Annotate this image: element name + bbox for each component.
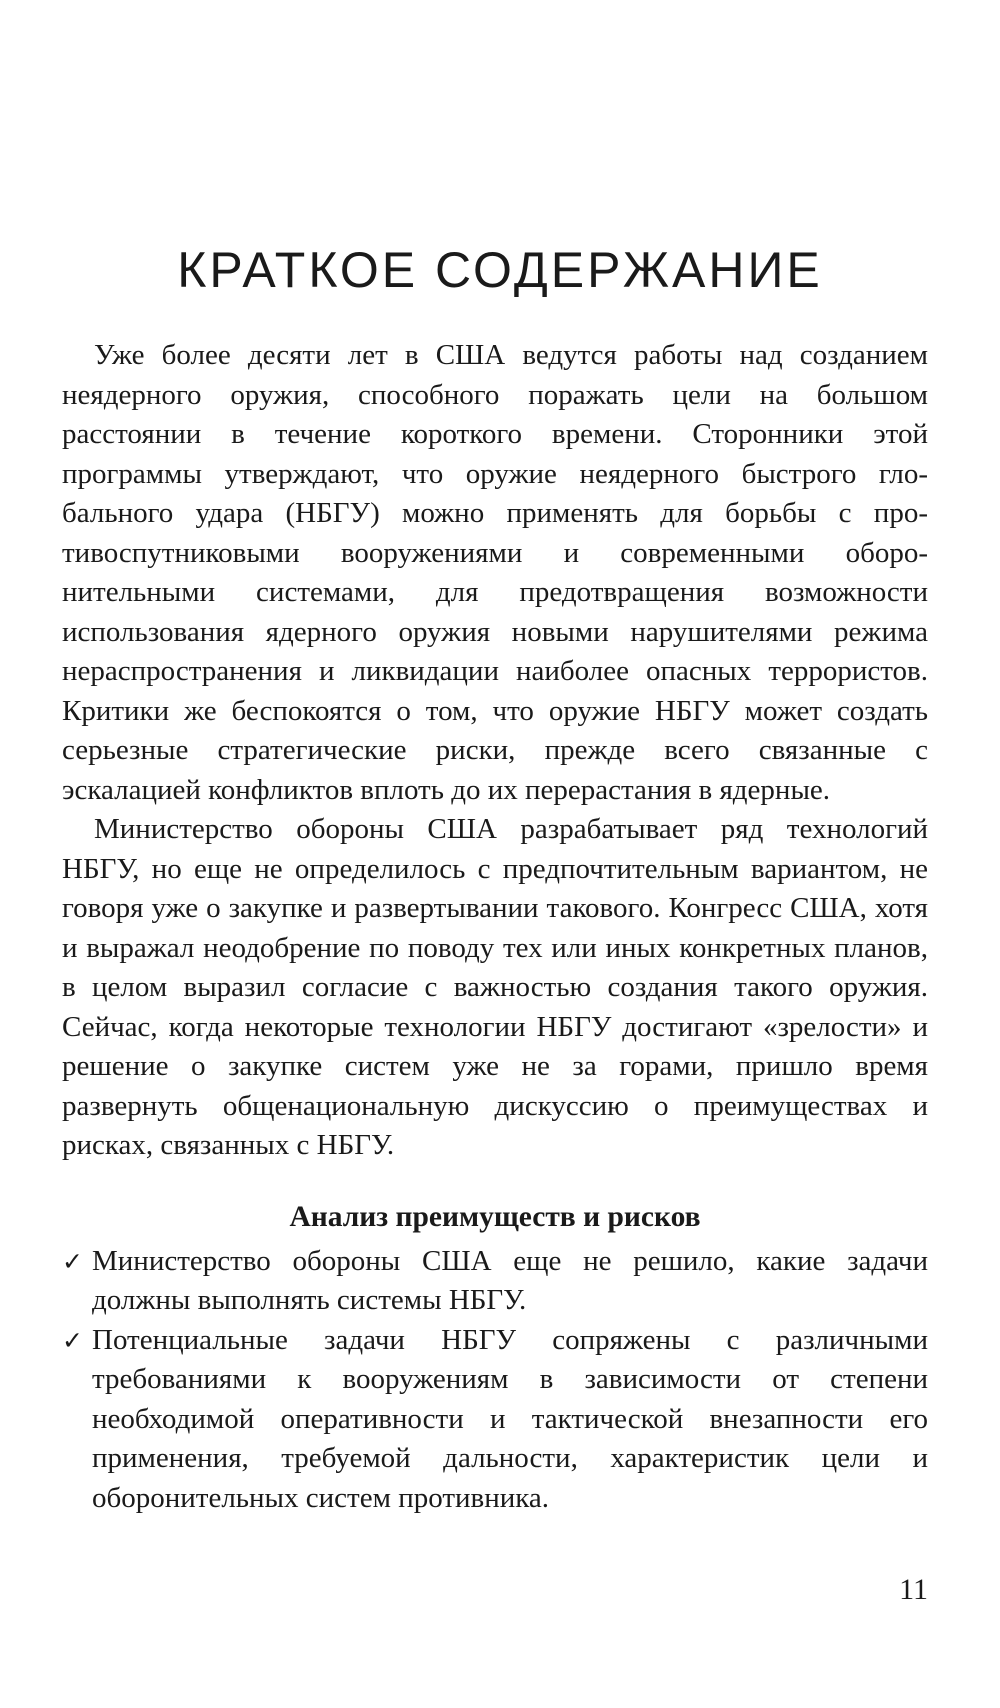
paragraph-2: Министерство обороны США разрабатывает ряд технологий НБГУ, но еще не определилось с предпочтительным вариантом, не говоря уже о закупке и развертывании такового. Конгресс США, хотя и выражал неодобрение по поводу тех или иных конкретных планов, в целом выразил согласие с важностью создания такого оружия. Сейчас, когда некоторые технологии НБГУ достигают «зрелости» и решение о закупке систем уже не за горами, пришло время развернуть общенациональную дискуссию о преимуществах и рисках, связанных с НБГУ. xyxy=(62,813,928,1161)
page-number: 11 xyxy=(899,1573,928,1606)
list-item-text: Потенциальные задачи НБГУ сопряжены с различными требованиями к вооружениям в зависимости от степени необходимой оперативности и тактической внезапности его применения, требуемой дальности, характеристик цели и оборонительных систем противника. xyxy=(92,1323,928,1514)
checkmark-icon: ✓ xyxy=(62,1246,83,1276)
list-item-text: Министерство обороны США еще не решило, какие задачи должны выполнять системы НБГУ. xyxy=(92,1244,928,1316)
section-heading: Анализ преимуществ и рисков xyxy=(289,1200,701,1233)
checklist xyxy=(62,1242,928,1519)
page-title: КРАТКОЕ СОДЕРЖАНИЕ xyxy=(177,242,823,298)
list-item xyxy=(62,1321,928,1519)
checkmark-icon: ✓ xyxy=(62,1325,83,1355)
list-item xyxy=(62,1242,928,1321)
paragraph-1: Уже более десяти лет в США ведутся работы над созданием неядерного оружия, способного поражать цели на большом расстоянии в течение короткого времени. Сторонники этой программы утверждают, что оружие неядерного быстрого глобального удара (НБГУ) можно применять для борьбы с противоспутниковыми вооружениями и современными оборонительными системами, для предотвращения возможности использования ядерного оружия новыми нарушителями режима нераспространения и ликвидации наиболее опасных террористов. Критики же беспокоятся о том, что оружие НБГУ может создать серьезные стратегические риски, прежде всего связанные с эскалацией конфликтов вплоть до их перерастания в ядерные. xyxy=(62,339,928,806)
summary-body xyxy=(62,336,928,1518)
